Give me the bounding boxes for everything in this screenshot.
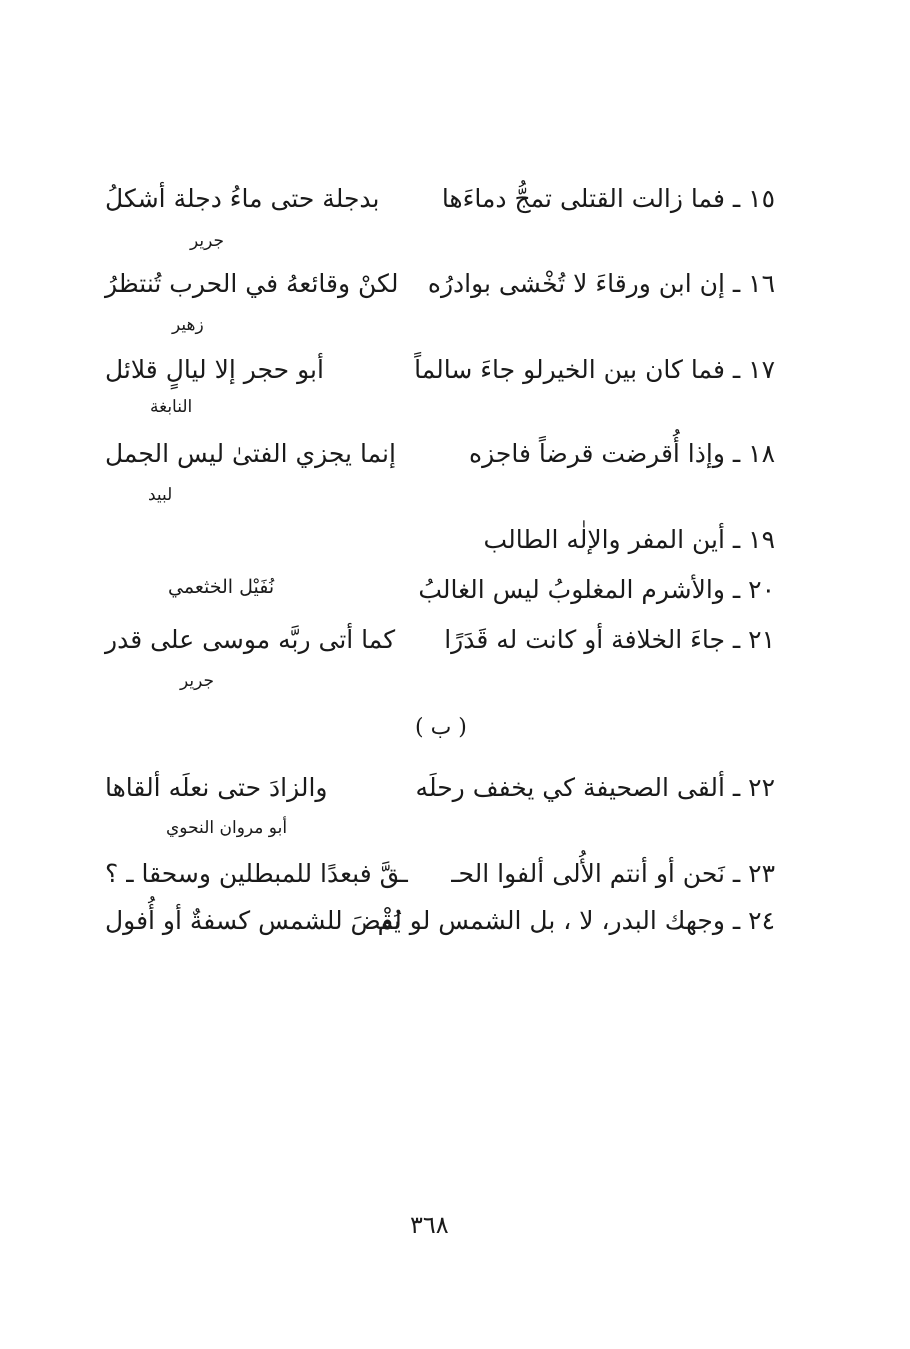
verse-18-first-hemistich: ١٨ ـ وإذا أُقرضت قرضاً فاجزه xyxy=(469,439,775,468)
verse-16-first-hemistich: ١٦ ـ إن ابن ورقاءَ لا تُخْشى بوادرُه xyxy=(427,269,775,298)
verse-22-second-hemistich: والزادَ حتى نعلَه ألقاها xyxy=(105,773,328,802)
verse-22-first-hemistich: ٢٢ ـ ألقى الصحيفة كي يخفف رحلَه xyxy=(415,773,775,802)
page-number: ٣٦٨ xyxy=(410,1211,449,1239)
verse-17-first-hemistich: ١٧ ـ فما كان بين الخيرلو جاءَ سالماً xyxy=(414,355,775,384)
verse-15-first-hemistich: ١٥ ـ فما زالت القتلى تمجُّ دماءَها xyxy=(441,184,775,213)
verse-16-poet: زهير xyxy=(172,315,204,335)
verse-23-first-hemistich: ٢٣ ـ نَحن أو أنتم الأُلى ألفوا الحـ xyxy=(451,859,775,888)
verse-15-second-hemistich: بدجلة حتى ماءُ دجلة أشكلُ xyxy=(105,184,380,213)
verse-21-second-hemistich: كما أتى ربَّه موسى على قدر xyxy=(105,625,396,654)
verse-23-second-hemistich: ـقَّ فبعدًا للمبطلين وسحقا ـ ؟ xyxy=(105,859,408,888)
verse-24-first-hemistich: ٢٤ ـ وجهك البدر، لا ، بل الشمس لو لم xyxy=(377,906,775,935)
verse-21-first-hemistich: ٢١ ـ جاءَ الخلافة أو كانت له قَدَرًا xyxy=(444,625,775,654)
verse-16-second-hemistich: لكنْ وقائعهُ في الحرب تُنتظرُ xyxy=(105,269,399,298)
verse-20-first-hemistich: ٢٠ ـ والأشرم المغلوبُ ليس الغالبُ xyxy=(418,575,775,604)
verse-17-poet: النابغة xyxy=(150,397,193,417)
verse-20-poet: نُفَيْل الخثعمي xyxy=(168,576,275,598)
verse-17-second-hemistich: أبو حجر إلا ليالٍ قلائل xyxy=(105,355,324,384)
verse-15-poet: جرير xyxy=(190,231,224,251)
verse-22-poet: أبو مروان النحوي xyxy=(166,818,288,838)
verse-18-poet: لبيد xyxy=(148,485,173,505)
verse-24-second-hemistich: يُقْضَ للشمس كسفةٌ أو أُفول xyxy=(105,906,401,935)
verse-19-first-hemistich: ١٩ ـ أين المفر والإلٰه الطالب xyxy=(483,525,775,554)
verse-18-second-hemistich: إنما يجزي الفتىٰ ليس الجمل xyxy=(105,439,396,468)
section-b-heading: ( ب ) xyxy=(415,715,467,740)
verse-21-poet: جرير xyxy=(180,671,214,691)
